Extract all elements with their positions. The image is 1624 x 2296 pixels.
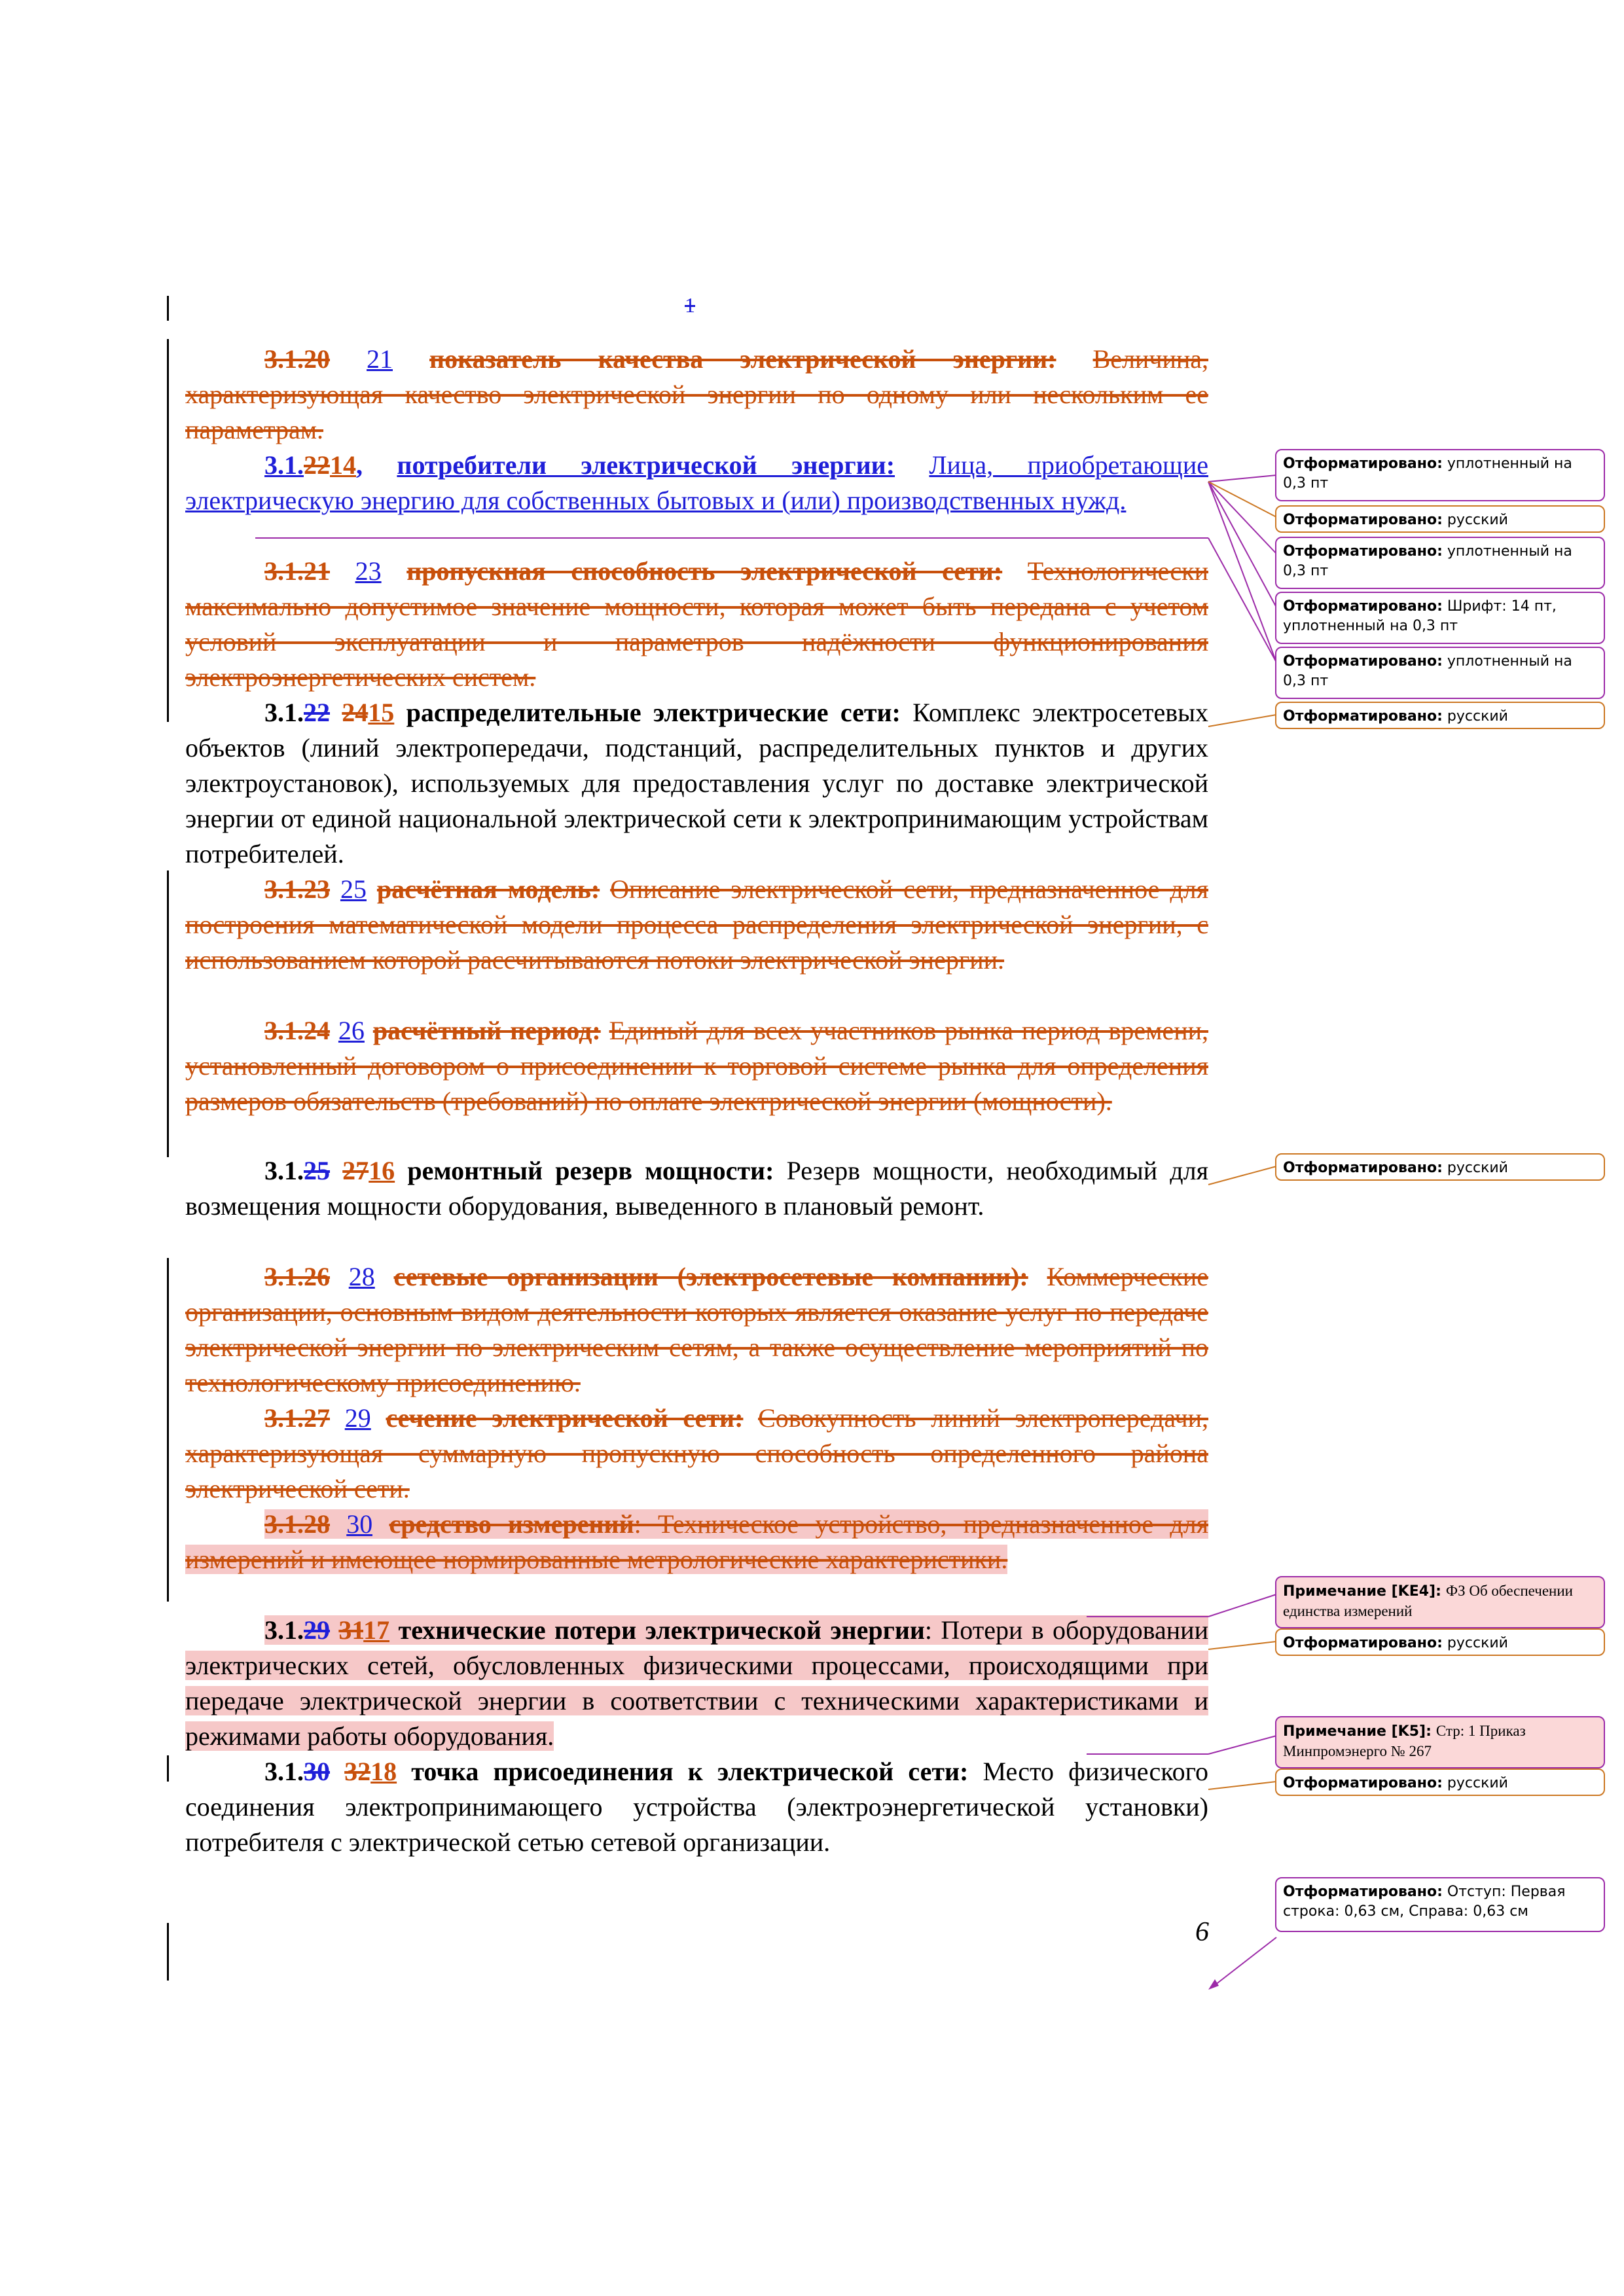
separator: ,	[356, 450, 363, 480]
term: технические потери электрической энергии	[398, 1615, 925, 1645]
connector-line	[1208, 1166, 1276, 1185]
number-prefix: 3.1.	[264, 1615, 304, 1645]
format-balloon[interactable]: Отформатировано: уплотненный на 0,3 пт	[1275, 537, 1605, 589]
connector-line	[1208, 482, 1276, 607]
definition: : Техническое устройство, предназначенное для измерений и имеющее нормированные метрологические характеристики.	[185, 1509, 1209, 1574]
number-prefix: 3.1.	[264, 698, 304, 727]
inserted-number: 26	[338, 1016, 365, 1045]
format-balloon[interactable]: Отформатировано: уплотненный на 0,3 пт	[1275, 647, 1605, 699]
connector-line	[1212, 1937, 1276, 1987]
number-prefix: 3.1.	[264, 1757, 304, 1786]
term: потребители электрической энергии:	[397, 450, 895, 480]
connector-line	[1208, 1594, 1276, 1617]
inserted-number: 28	[348, 1262, 375, 1291]
comment-balloon[interactable]: Примечание [K5]: Стр: 1 Приказ Минпромэнерго № 267	[1275, 1716, 1605, 1768]
deleted-number: 24	[342, 698, 369, 727]
format-balloon[interactable]: Отформатировано: русский	[1275, 505, 1605, 533]
format-balloon[interactable]: Отформатировано: уплотненный на 0,3 пт	[1275, 449, 1605, 501]
term: пропускная способность электрической сети:	[406, 556, 1003, 586]
deleted-number: 22	[304, 698, 330, 727]
deleted-number: 27	[342, 1156, 369, 1185]
comment-balloon[interactable]: Примечание [KE4]: ФЗ Об обеспечении единства измерений	[1275, 1576, 1605, 1628]
deleted-number: 3.1.27	[264, 1403, 330, 1433]
format-balloon[interactable]: Отформатировано: русский	[1275, 1153, 1605, 1181]
term: расчётная модель:	[376, 874, 600, 904]
connector-line	[1208, 482, 1276, 554]
deleted-number: 31	[338, 1615, 364, 1645]
term: сетевые организации (электросетевые компании):	[393, 1262, 1028, 1291]
format-balloon[interactable]: Отформатировано: Шрифт: 14 пт, уплотненный на 0,3 пт	[1275, 592, 1605, 644]
definition: Технологически максимально допустимое значение мощности, которая может быть передана с учетом условий эксплуатации и параметров надёжности функционирования электроэнергетических систем.	[185, 556, 1209, 692]
term: сечение электрической сети:	[386, 1403, 744, 1433]
deleted-number: 3.1.26	[264, 1262, 330, 1291]
definition: Совокупность линий электропередачи, характеризующая суммарную пропускную способность определенного района электрической сети.	[185, 1403, 1209, 1503]
connector-line	[1208, 482, 1276, 662]
connector-line	[1208, 1736, 1276, 1754]
connector-line	[1208, 475, 1276, 482]
term: ремонтный резерв мощности:	[407, 1156, 774, 1185]
connector-line	[1208, 1782, 1276, 1789]
number-prefix: 3.1.	[264, 1156, 304, 1185]
definition: Коммерческие организации, основным видом деятельности которых является оказание услуг по передаче электрической энергии по электрическим сетям, а также осуществление мероприятий по технологическому присоединению.	[185, 1262, 1209, 1397]
deleted-number: 3.1.20	[264, 344, 330, 374]
inserted-number: 23	[355, 556, 382, 586]
deleted-number: 3.1.28	[264, 1509, 330, 1539]
deleted-number: 30	[304, 1757, 330, 1786]
term: распределительные электрические сети:	[406, 698, 901, 727]
inserted-number: 30	[346, 1509, 373, 1539]
inserted-number: 15	[368, 698, 395, 727]
deleted-number: 22	[304, 450, 330, 480]
format-balloon[interactable]: Отформатировано: русский	[1275, 1628, 1605, 1656]
inserted-number: 21	[367, 344, 393, 374]
term: средство измерений	[389, 1509, 634, 1539]
format-balloon[interactable]: Отформатировано: Отступ: Первая строка: 0,63 см, Справа: 0,63 см	[1275, 1877, 1605, 1932]
definition: Лица, приобретающие электрическую энергию для собственных бытовых и (или) производственных нужд.	[185, 450, 1208, 515]
number-prefix: 3.1.	[264, 450, 304, 480]
inserted-number: 16	[369, 1156, 395, 1185]
definition: Комплекс электросетевых объектов (линий электропередачи, подстанций, распределительных пунктов и других электроустановок), используемых для предоставления услуг по доставке электрической энергии от единой национальной электрической сети к электропринимающим устройствам потребителей.	[185, 698, 1209, 869]
term: показатель качества электрической энергии:	[429, 344, 1056, 374]
connector-line	[1208, 1641, 1276, 1649]
deleted-number: 3.1.24	[264, 1016, 330, 1045]
deleted-number: 3.1.21	[264, 556, 330, 586]
connector-line	[1208, 715, 1276, 726]
inserted-number: 14	[330, 450, 356, 480]
inserted-number: 17	[363, 1615, 390, 1645]
header-mark: 1	[685, 293, 695, 317]
definition: Описание электрической сети, предназначенное для построения математической модели процесса распределения электрической энергии, с использованием которой рассчитываются потоки электрической энергии.	[185, 874, 1209, 975]
definition: Единый для всех участников рынка период времени, установленный договором о присоединении к торговой системе рынка для определения размеров обязательств (требований) по оплате электрической энергии (мощности).	[185, 1016, 1209, 1116]
deleted-number: 3.1.23	[264, 874, 330, 904]
definition: Место физического соединения электропринимающего устройства (электроэнергетической установки) потребителя с электрической сетью сетевой организации.	[185, 1757, 1209, 1857]
inserted-number: 29	[344, 1403, 371, 1433]
format-balloon[interactable]: Отформатировано: русский	[1275, 1768, 1605, 1796]
definition: Резерв мощности, необходимый для возмещения мощности оборудования, выведенного в плановый ремонт.	[185, 1156, 1209, 1221]
deleted-number: 29	[304, 1615, 330, 1645]
connector-arrow	[1208, 1979, 1219, 1990]
definition: Величина, характеризующая качество электрической энергии по одному или нескольким ее параметрам.	[185, 344, 1209, 444]
term: расчётный период:	[372, 1016, 601, 1045]
deleted-number: 32	[344, 1757, 371, 1786]
page-number: 6	[1195, 1917, 1209, 1947]
term: точка присоединения к электрической сети:	[411, 1757, 969, 1786]
connector-line	[1208, 538, 1276, 662]
format-balloon[interactable]: Отформатировано: русский	[1275, 702, 1605, 729]
inserted-number: 25	[340, 874, 367, 904]
inserted-number: 18	[370, 1757, 397, 1786]
deleted-number: 25	[304, 1156, 330, 1185]
definition: : Потери в оборудовании электрических сетей, обусловленных физическими процессами, происходящими при передаче электрической энергии в соответствии с техническими характеристиками и режимами работы оборудования.	[185, 1615, 1208, 1751]
